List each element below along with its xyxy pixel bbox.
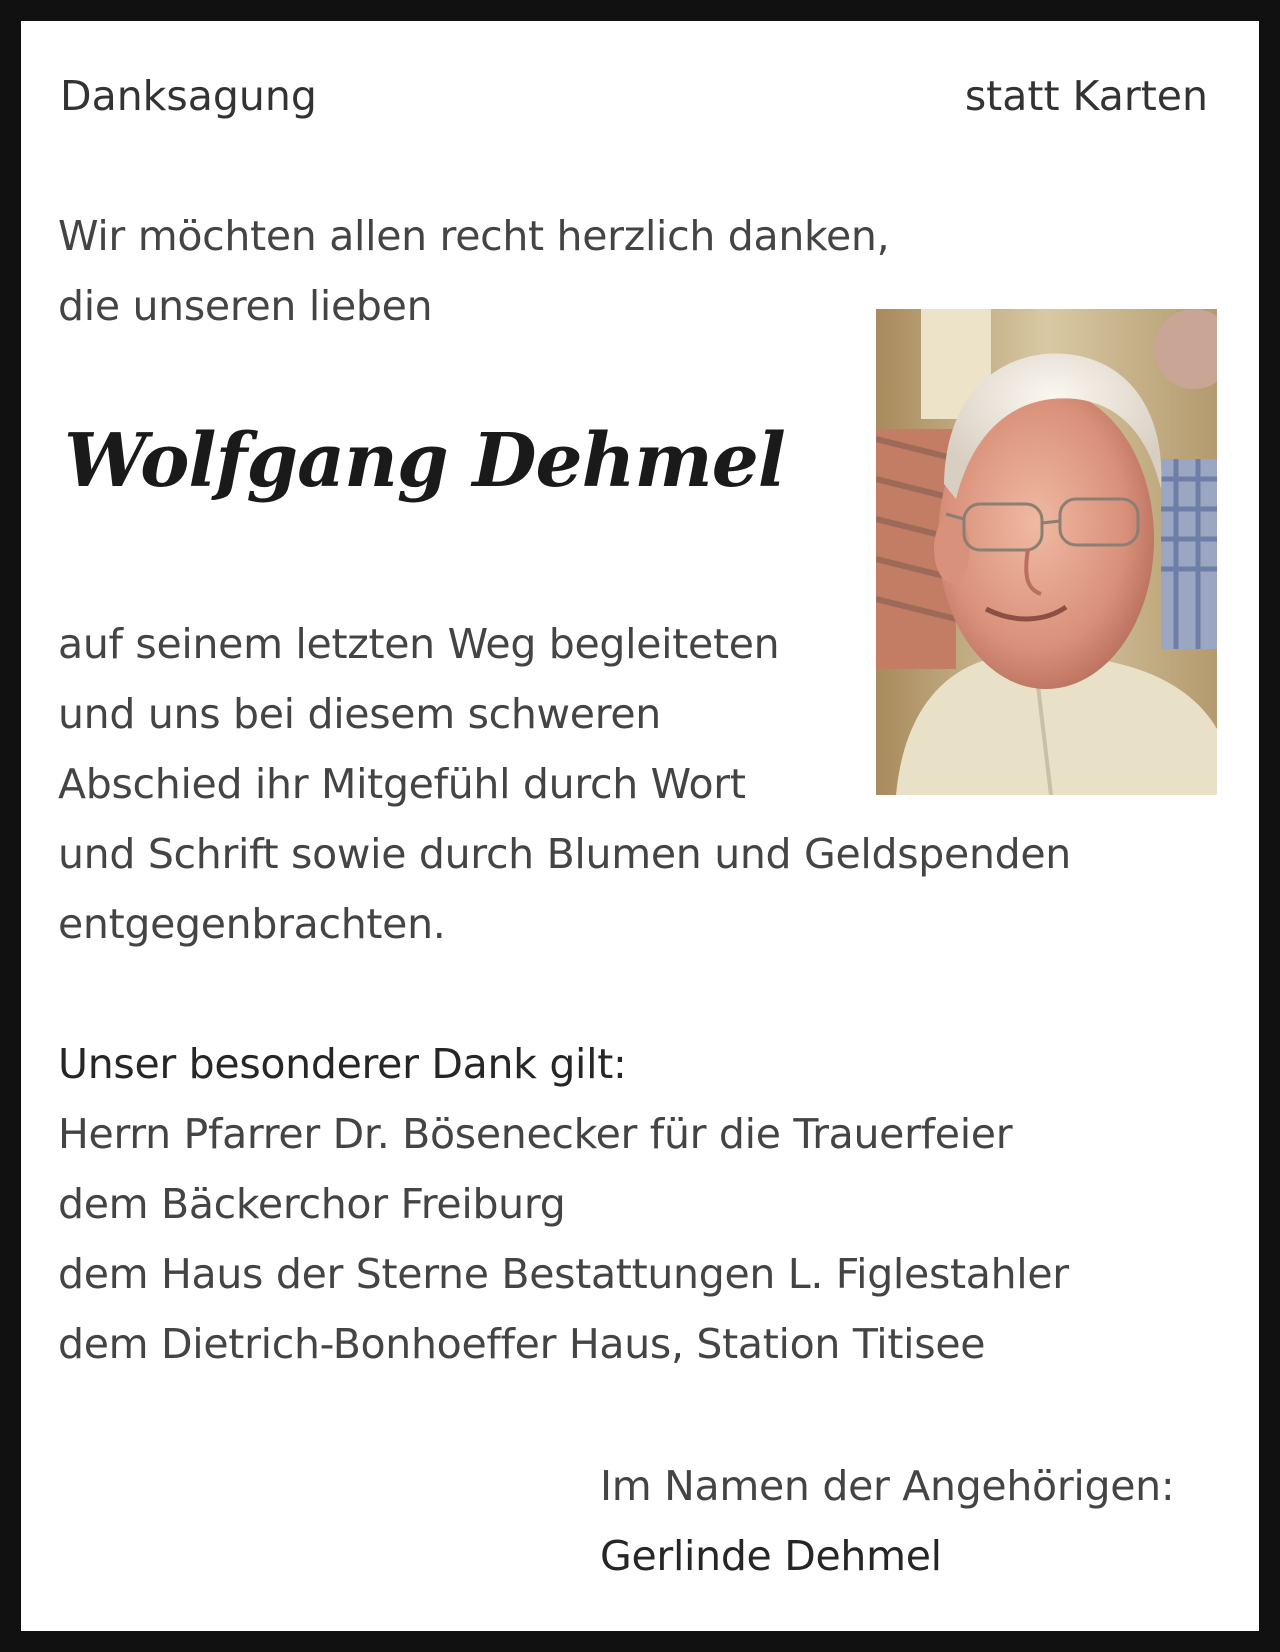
thanks-item: dem Dietrich-Bonhoeffer Haus, Station Titisee	[58, 1320, 986, 1368]
body-line: und uns bei diesem schweren	[58, 690, 661, 738]
body-line: Abschied ihr Mitgefühl durch Wort	[58, 760, 746, 808]
deceased-name: Wolfgang Dehmel	[64, 418, 785, 504]
thanks-item: dem Bäckerchor Freiburg	[58, 1180, 566, 1228]
header-right-label: statt Karten	[964, 72, 1208, 120]
body-line: und Schrift sowie durch Blumen und Geldspenden	[58, 830, 1071, 878]
portrait-photo	[876, 309, 1217, 795]
thanks-item: dem Haus der Sterne Bestattungen L. Figlestahler	[58, 1250, 1069, 1298]
thanks-heading: Unser besonderer Dank gilt:	[58, 1040, 627, 1088]
signature-name: Gerlinde Dehmel	[600, 1532, 942, 1580]
header-left-label: Danksagung	[60, 72, 317, 120]
intro-line: die unseren lieben	[58, 282, 433, 330]
body-line: auf seinem letzten Weg begleiteten	[58, 620, 780, 668]
body-line: entgegenbrachten.	[58, 900, 446, 948]
signature-line: Im Namen der Angehörigen:	[600, 1462, 1175, 1510]
thanks-item: Herrn Pfarrer Dr. Bösenecker für die Trauerfeier	[58, 1110, 1013, 1158]
intro-line: Wir möchten allen recht herzlich danken,	[58, 212, 890, 260]
